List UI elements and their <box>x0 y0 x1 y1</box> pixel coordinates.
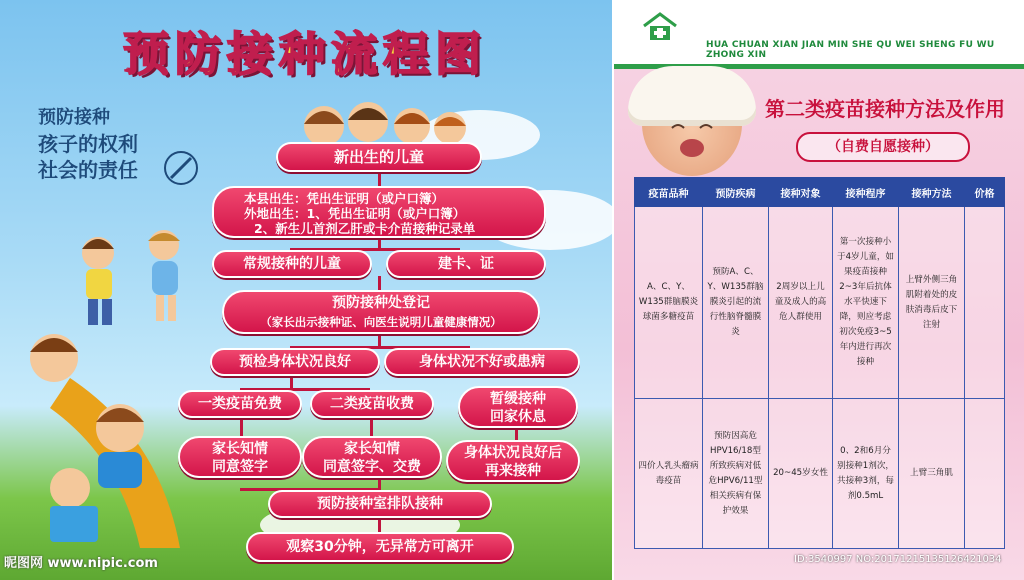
table-cell <box>965 399 1005 549</box>
slogan-line: 预防接种 <box>38 107 110 128</box>
step-card <box>386 250 546 278</box>
step-newborn <box>276 142 482 172</box>
right-poster <box>614 0 1024 580</box>
table-header-row <box>635 178 1005 207</box>
table-cell <box>965 207 1005 399</box>
header-text: HUA CHUAN XIAN JIAN MIN SHE QU WEI SHENG FU WU ZHONG XIN <box>706 40 995 60</box>
right-subtitle: （自费自愿接种） <box>796 132 970 162</box>
connector <box>378 276 381 290</box>
step-observe <box>246 532 514 562</box>
step-label: 预防接种室排队接种 <box>317 496 443 512</box>
step-label: 二类疫苗收费 <box>330 396 414 412</box>
table-cell: 第一次接种小于4岁儿童，如果疫苗接种2~3年后抗体水平快速下降，则应考虑初次免疫3~5年内进行再次接种 <box>833 207 899 399</box>
column-header: 疫苗品种 <box>635 178 703 207</box>
connector <box>515 428 518 440</box>
column-header: 接种方法 <box>899 178 965 207</box>
step-label: 2、新生儿首剂乙肝或卡介苗接种记录单 <box>254 221 476 236</box>
step-paid-vaccine <box>310 390 434 418</box>
step-label: 身体状况良好后 <box>464 445 562 461</box>
step-label: 回家休息 <box>490 409 546 425</box>
connector <box>378 171 381 187</box>
step-free-vaccine <box>178 390 302 418</box>
clinic-logo-icon <box>640 12 680 42</box>
column-header: 价格 <box>965 178 1005 207</box>
step-good-health <box>210 348 380 376</box>
watermark-text: 昵图网 www.nipic.com <box>4 556 158 571</box>
step-label: 一类疫苗免费 <box>198 396 282 412</box>
step-consent-paid <box>302 436 442 478</box>
step-label: 常规接种的儿童 <box>243 256 341 272</box>
step-label: 预防接种处登记 <box>332 295 430 311</box>
table-cell: 预防A、C、Y、W135群脑膜炎引起的流行性脑脊髓膜炎 <box>703 207 769 399</box>
step-consent-free <box>178 436 302 478</box>
step-label: 同意签字 <box>212 459 268 475</box>
step-label: 本县出生：凭出生证明（或户口簿） <box>244 191 445 206</box>
step-label: 家长知情 <box>344 441 400 457</box>
vaccine-table <box>634 177 1005 549</box>
id-footer: ID:3540997 NO:20171215135126421034 <box>794 554 1002 565</box>
table-row <box>635 207 1005 399</box>
slide-kids-illustration <box>10 318 200 558</box>
step-pause <box>458 386 578 428</box>
column-header: 接种程序 <box>833 178 899 207</box>
column-header: 预防疾病 <box>703 178 769 207</box>
right-title: 第二类疫苗接种方法及作用 <box>765 97 1005 121</box>
step-recover <box>446 440 580 482</box>
step-label: 外地出生：1、凭出生证明（或户口簿） <box>244 206 466 221</box>
table-cell: 预防因高危HPV16/18型所致疾病对低危HPV6/11型相关疾病有保护效果 <box>703 399 769 549</box>
column-header: 接种对象 <box>769 178 833 207</box>
baby-bonnet <box>628 66 756 126</box>
connector <box>378 518 381 532</box>
step-label: 身体状况不好或患病 <box>419 354 545 370</box>
table-cell: 上臂外侧三角肌附着处的皮肤消毒后皮下注射 <box>899 207 965 399</box>
baby-face <box>662 118 722 168</box>
slogan-line: 孩子的权利 <box>38 132 138 156</box>
step-label: 家长知情 <box>212 441 268 457</box>
step-label: 暂缓接种 <box>490 391 546 407</box>
table-row <box>635 399 1005 549</box>
poster-title: 预防接种流程图 <box>123 27 487 81</box>
slogan <box>38 105 138 183</box>
step-label: 再来接种 <box>485 463 541 479</box>
step-register <box>222 290 540 334</box>
table-cell: 四价人乳头瘤病毒疫苗 <box>635 399 703 549</box>
slogan-line: 社会的责任 <box>38 158 138 182</box>
table-cell: A、C、Y、W135群脑膜炎球菌多糖疫苗 <box>635 207 703 399</box>
step-label: 建卡、证 <box>438 256 494 272</box>
step-label: 预检身体状况良好 <box>239 354 351 370</box>
connector <box>370 418 373 436</box>
table-cell: 上臂三角肌 <box>899 399 965 549</box>
step-bad-health <box>384 348 580 376</box>
table-cell: 0、2和6月分别接种1剂次，共接种3剂，每剂0.5mL <box>833 399 899 549</box>
step-label: （家长出示接种证、向医生说明儿童健康情况） <box>260 315 502 329</box>
table-cell: 2周岁以上儿童及成人的高危人群使用 <box>769 207 833 399</box>
connector <box>378 478 381 490</box>
table-cell: 20~45岁女性 <box>769 399 833 549</box>
syringe-icon <box>163 150 199 186</box>
step-birth-docs <box>212 186 546 238</box>
connector <box>240 418 243 436</box>
step-queue <box>268 490 492 518</box>
step-label: 观察30分钟，无异常方可离开 <box>286 539 474 555</box>
step-routine <box>212 250 372 278</box>
step-label: 新出生的儿童 <box>333 148 424 166</box>
step-label: 同意签字、交费 <box>323 459 421 475</box>
